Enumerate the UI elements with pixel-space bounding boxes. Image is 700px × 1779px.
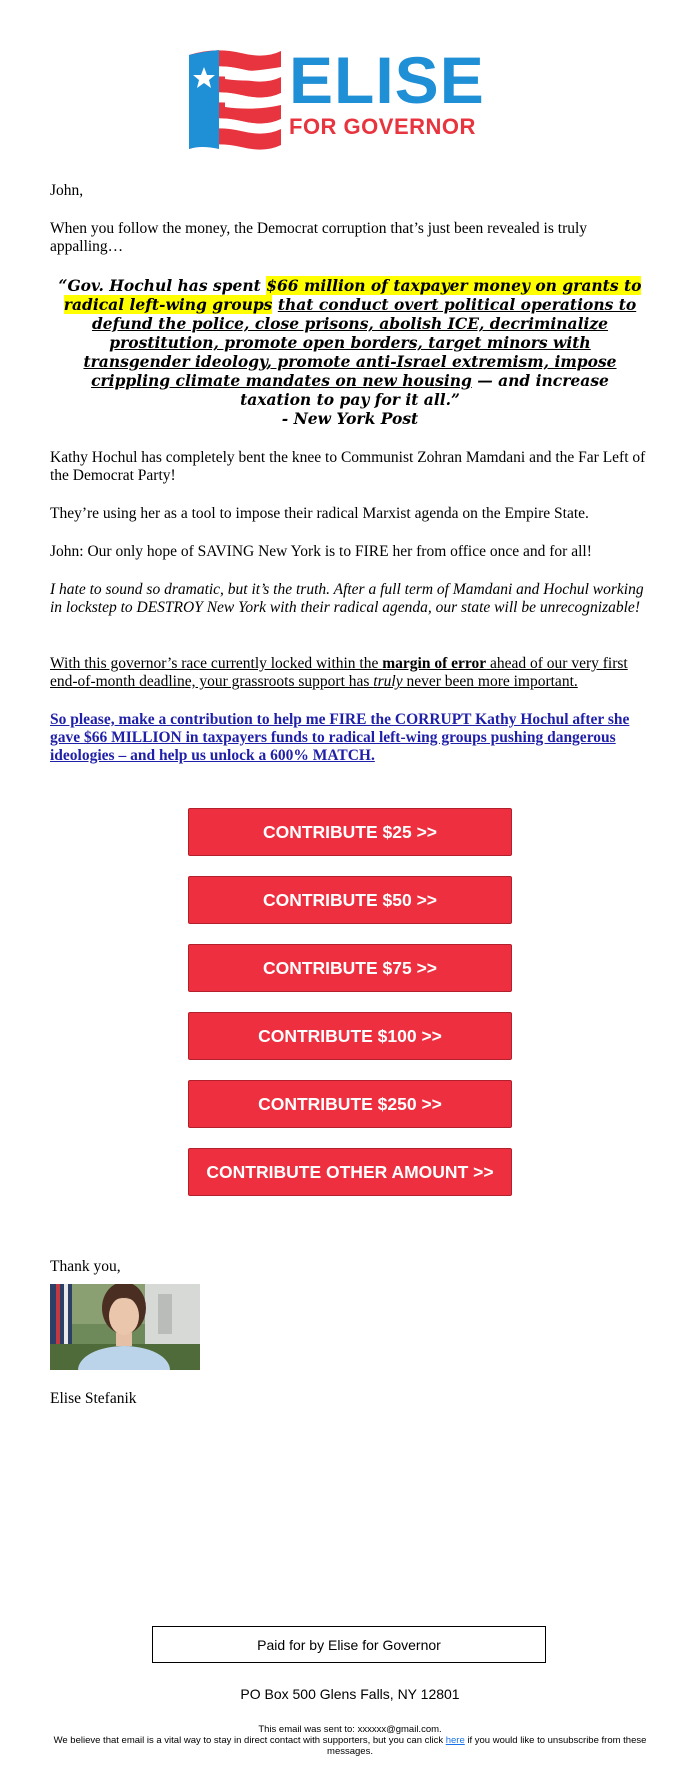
para6-text-1: With this governor’s race currently locked within the — [50, 655, 383, 672]
quote-tail: — and increase taxation to pay for it all.” — [240, 371, 609, 409]
unsubscribe-line — [48, 1735, 652, 1757]
paid-for-disclaimer: Paid for by Elise for Governor — [152, 1626, 546, 1663]
paragraph-1: When you follow the money, the Democrat corruption that’s just been revealed is truly appalling… — [50, 220, 588, 255]
para6-text-2: ahead of our very first end-of-month deadline, your grassroots support has — [50, 655, 628, 690]
contribute-100-button[interactable]: CONTRIBUTE $100 >> — [188, 1012, 512, 1060]
contribute-250-button[interactable]: CONTRIBUTE $250 >> — [188, 1080, 512, 1128]
mailing-address: PO Box 500 Glens Falls, NY 12801 — [240, 1686, 460, 1702]
paragraph-6 — [50, 655, 650, 691]
para6-italic: truly — [373, 673, 403, 690]
unsub-text-post: if you would like to unsubscribe from these messages. — [327, 1735, 647, 1757]
paragraph-5: I hate to sound so dramatic, but it’s the truth. After a full term of Mamdani and Hochul working in lockstep to DESTROY New York with their radical agenda, our state will be unrecognizable! — [50, 581, 644, 616]
signature: Elise Stefanik — [50, 1390, 137, 1407]
candidate-photo — [50, 1284, 200, 1370]
contribute-other-button[interactable]: CONTRIBUTE OTHER AMOUNT >> — [188, 1148, 512, 1196]
quote-lead: “Gov. Hochul has spent — [58, 276, 267, 295]
contribution-link[interactable]: So please, make a contribution to help me FIRE the CORRUPT Kathy Hochul after she gave $66 MILLION in taxpayers funds to radical left-wing groups pushing dangerous ideologies – and help us unlock a 600% MATCH. — [50, 711, 630, 764]
para6-bold: margin of error — [382, 655, 487, 672]
flag-e-logo-icon — [185, 45, 285, 155]
quote-underlined: that conduct overt political operations to defund the police, close prisons, abolish ICE, decriminalize prostitution, promote open borders, target minors with transgender ideology, promote anti-Israel extremism, impose crippling climate mandates on new housing — [83, 295, 637, 390]
para6-text-3: never been more important. — [402, 673, 578, 690]
logo-text — [289, 45, 485, 139]
greeting: John, — [50, 182, 84, 199]
logo-name: ELISE — [289, 43, 485, 117]
paragraph-3: They’re using her as a tool to impose their radical Marxist agenda on the Empire State. — [50, 505, 589, 522]
contribute-25-button[interactable]: CONTRIBUTE $25 >> — [188, 808, 512, 856]
footer-fine-print — [48, 1724, 652, 1757]
contribute-50-button[interactable]: CONTRIBUTE $50 >> — [188, 876, 512, 924]
pull-quote — [55, 276, 645, 409]
signoff: Thank you, — [50, 1258, 121, 1275]
sent-to-line: This email was sent to: xxxxxx@gmail.com. — [258, 1724, 442, 1735]
paragraph-2: Kathy Hochul has completely bent the knee to Communist Zohran Mamdani and the Far Left of the Democrat Party! — [50, 449, 646, 484]
paragraph-4: John: Our only hope of SAVING New York is to FIRE her from office once and for all! — [50, 543, 592, 560]
unsub-text-pre: We believe that email is a vital way to stay in direct contact with supporters, but you can click — [53, 1735, 446, 1746]
quote-source: - New York Post — [281, 409, 419, 428]
contribute-75-button[interactable]: CONTRIBUTE $75 >> — [188, 944, 512, 992]
campaign-logo — [185, 45, 525, 155]
logo-subtitle: FOR GOVERNOR — [289, 114, 476, 139]
quote-highlight: $66 million of taxpayer money on grants to radical left-wing groups — [63, 276, 642, 314]
unsubscribe-link[interactable]: here — [445, 1735, 465, 1746]
